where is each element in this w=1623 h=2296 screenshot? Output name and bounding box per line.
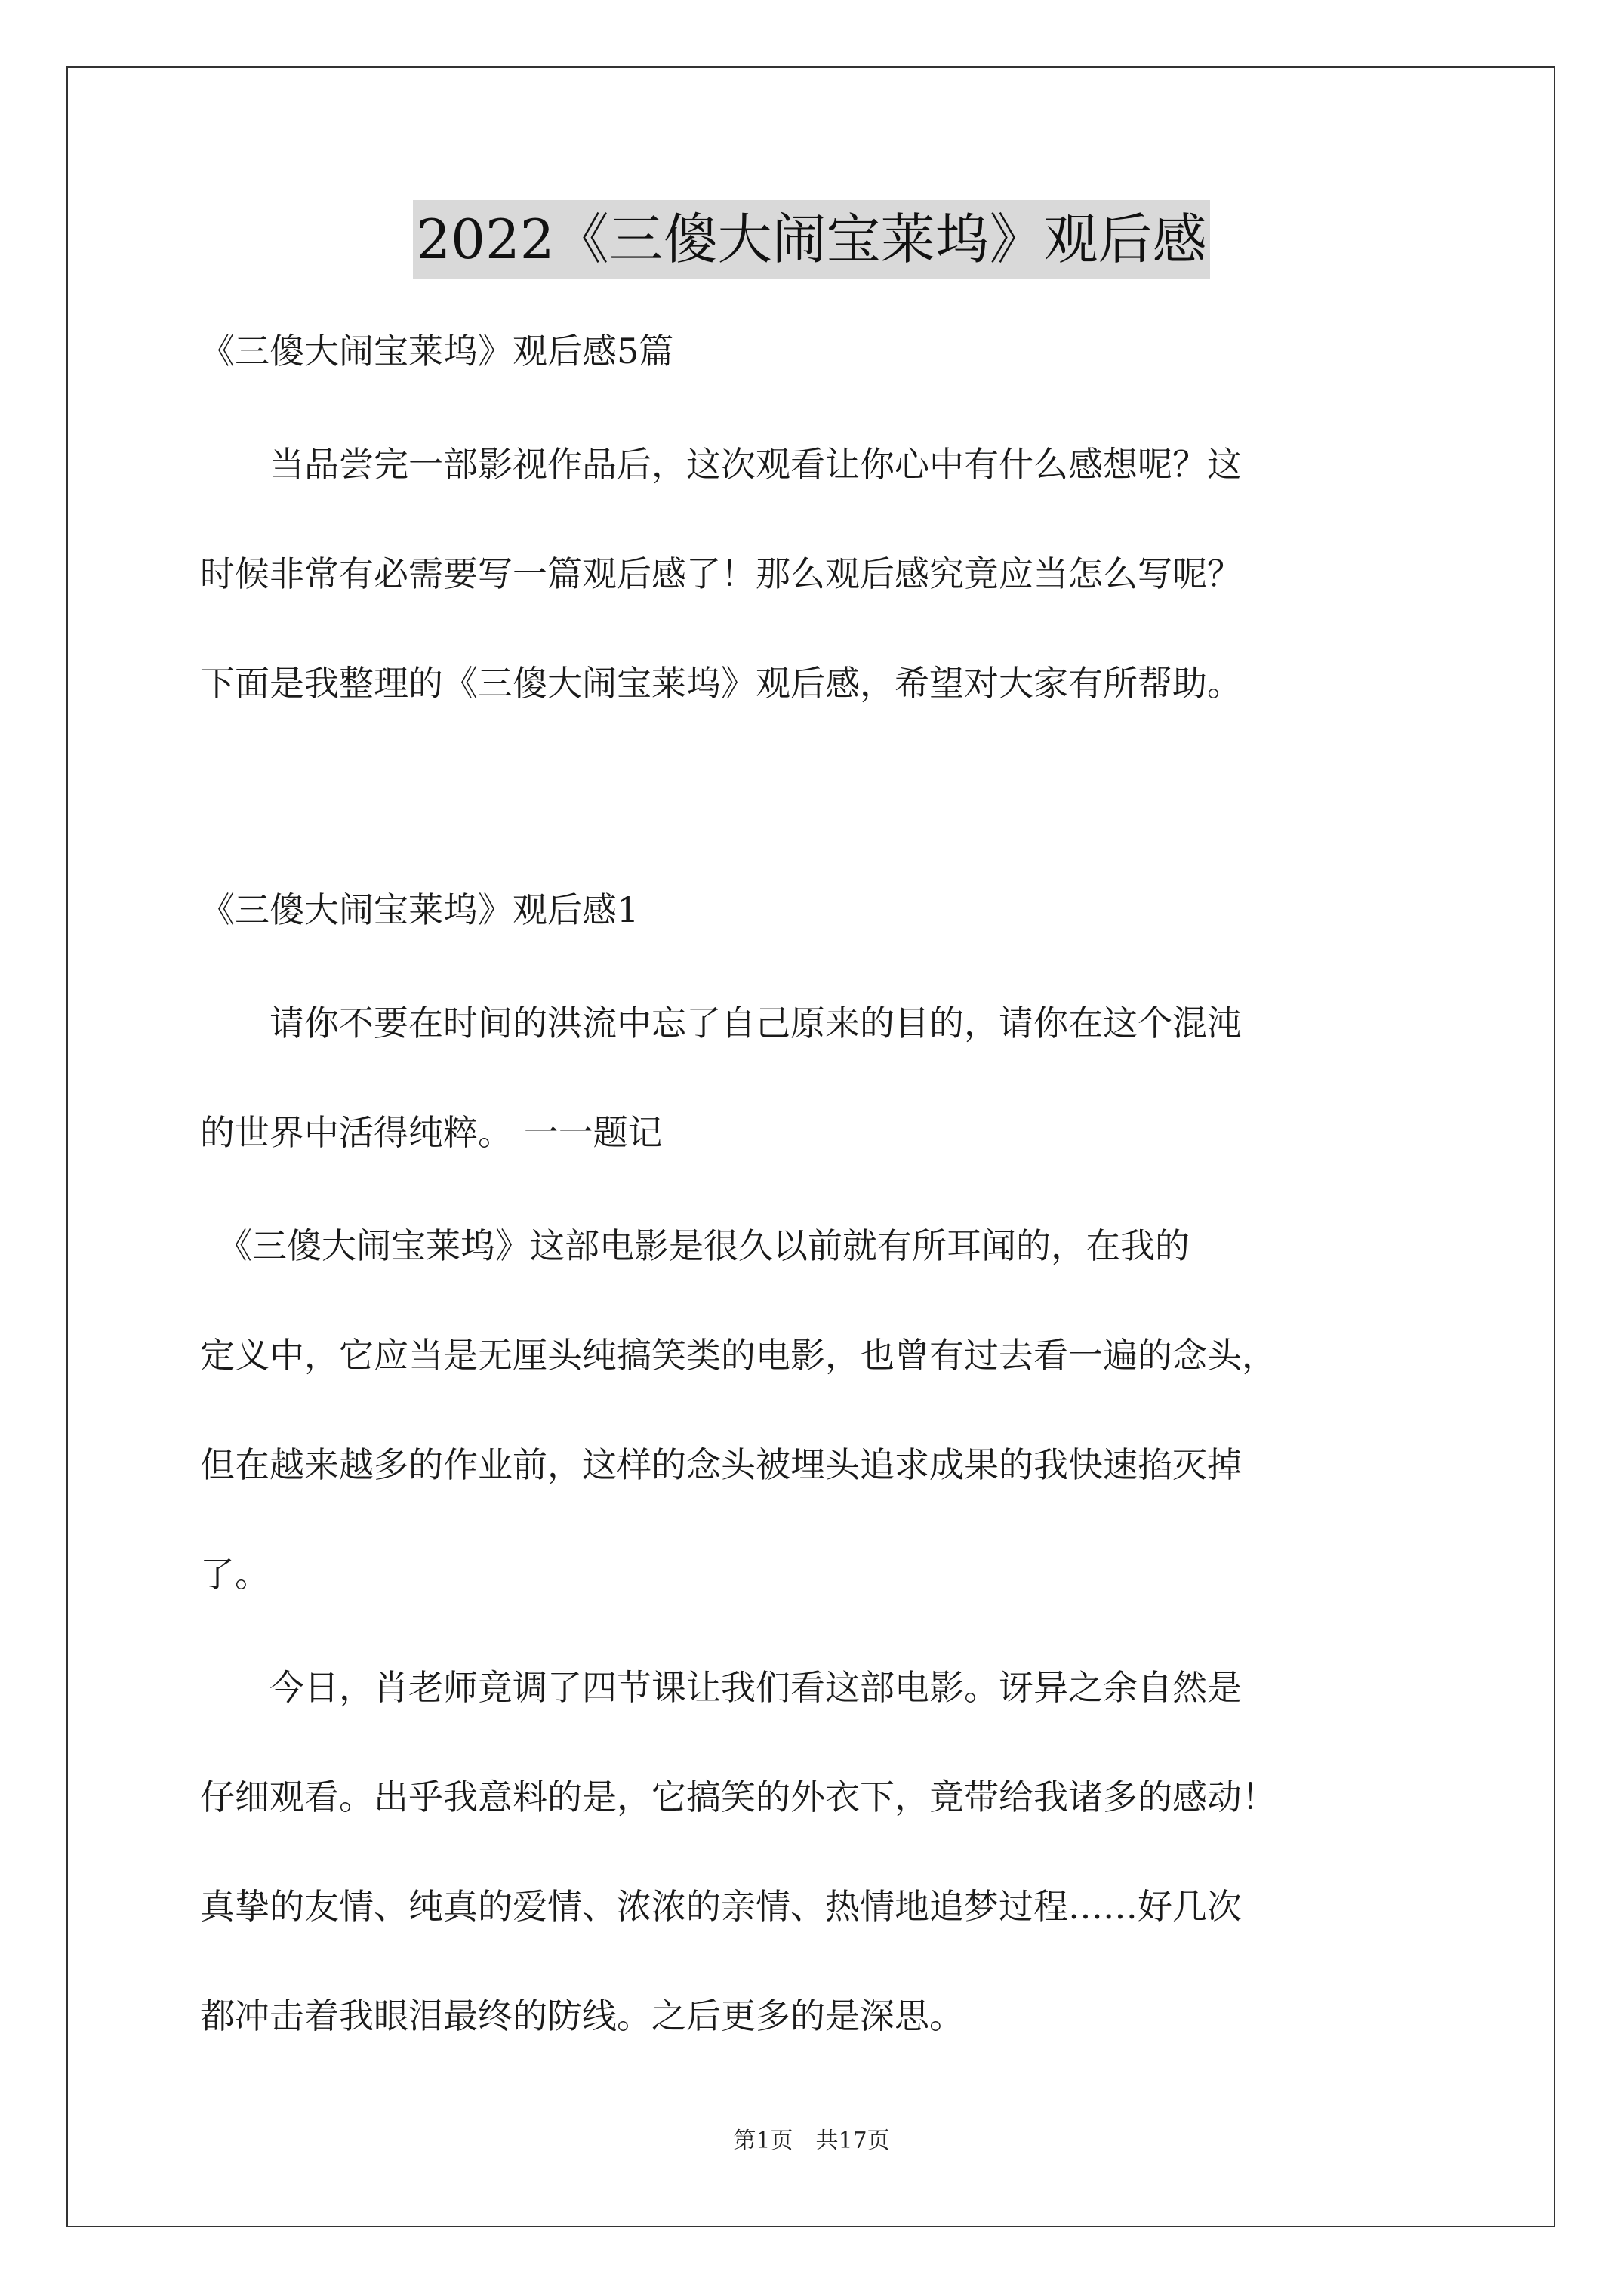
section-heading: 《三傻大闹宝莱坞》观后感1 xyxy=(200,889,639,930)
paragraph-line: 真挚的友情、纯真的爱情、浓浓的亲情、热情地追梦过程……好几次 xyxy=(200,1886,1242,1927)
title-container xyxy=(0,200,1623,279)
document-title: 2022《三傻大闹宝莱坞》观后感 xyxy=(413,200,1209,279)
paragraph-line: 定义中，它应当是无厘头纯搞笑类的电影，也曾有过去看一遍的念头， xyxy=(200,1335,1277,1376)
paragraph-line: 都冲击着我眼泪最终的防线。之后更多的是深思。 xyxy=(200,1996,964,2036)
paragraph-line: 请你不要在时间的洪流中忘了自己原来的目的，请你在这个混沌 xyxy=(200,1003,1242,1043)
paragraph-line: 时候非常有必需要写一篇观后感了！那么观后感究竟应当怎么写呢？ xyxy=(200,553,1242,594)
paragraph-line: 仔细观看。出乎我意料的是，它搞笑的外衣下，竟带给我诸多的感动！ xyxy=(200,1777,1277,1817)
paragraph-line: 了。 xyxy=(200,1554,269,1595)
paragraph-line: 《三傻大闹宝莱坞》这部电影是很久以前就有所耳闻的，在我的 xyxy=(200,1225,1190,1266)
subtitle: 《三傻大闹宝莱坞》观后感5篇 xyxy=(200,331,674,371)
paragraph-line: 下面是我整理的《三傻大闹宝莱坞》观后感，希望对大家有所帮助。 xyxy=(200,663,1242,704)
page-footer: 第1页 共17页 xyxy=(733,2128,890,2154)
paragraph-line: 今日，肖老师竟调了四节课让我们看这部电影。讶异之余自然是 xyxy=(200,1667,1242,1708)
paragraph-line: 但在越来越多的作业前，这样的念头被埋头追求成果的我快速掐灭掉 xyxy=(200,1444,1242,1485)
paragraph-line: 的世界中活得纯粹。 一一题记 xyxy=(200,1112,663,1153)
paragraph-line: 当品尝完一部影视作品后，这次观看让你心中有什么感想呢？这 xyxy=(200,444,1242,485)
